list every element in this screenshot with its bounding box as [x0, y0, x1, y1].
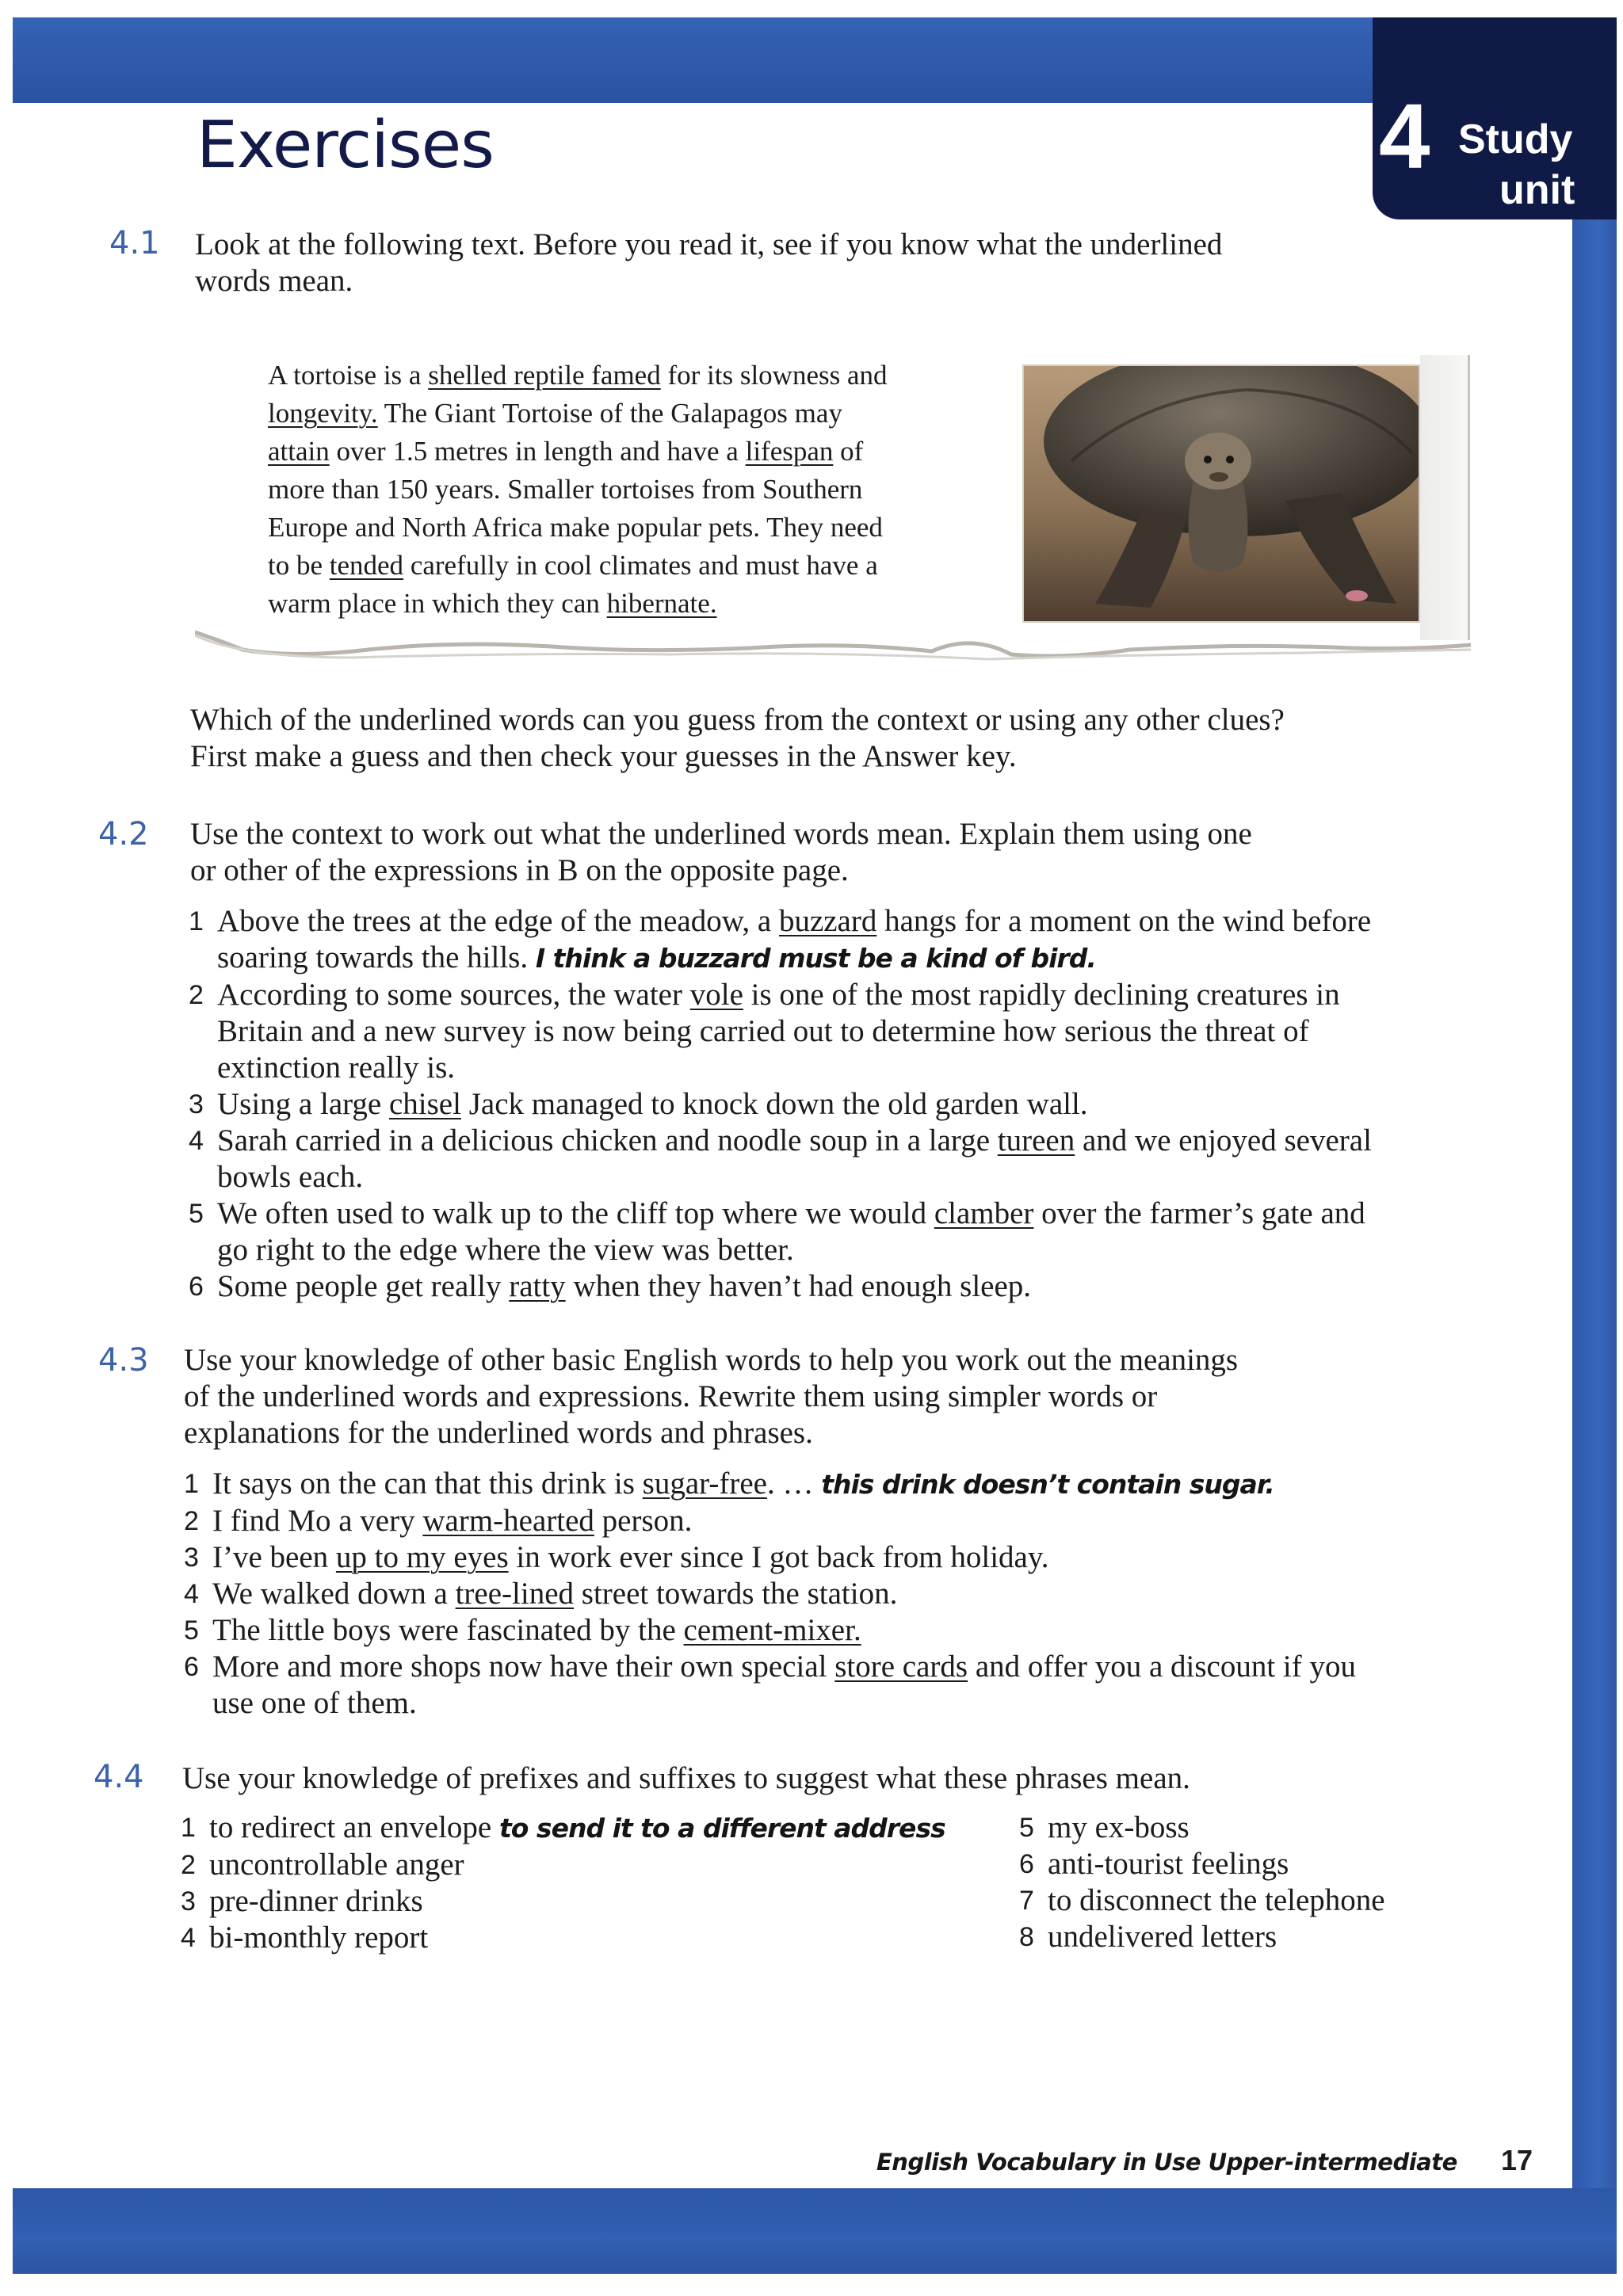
- list-item: [189, 1123, 1441, 1196]
- item-number: 3: [181, 1886, 196, 1917]
- list-item: [181, 1810, 1005, 1847]
- text-run: over 1.5 metres in length and have a: [329, 436, 746, 467]
- text-run: person.: [594, 1504, 693, 1538]
- intro-line: explanations for the underlined words and phrases.: [184, 1416, 813, 1450]
- list-item: [184, 1576, 1444, 1612]
- list-item: [184, 1466, 1444, 1503]
- item-number: 1: [184, 1469, 199, 1499]
- intro-line: Use the context to work out what the underlined words mean. Explain them using one: [190, 817, 1252, 851]
- list-item: [1019, 1810, 1463, 1846]
- text-run: Sarah carried in a delicious chicken and noodle soup in a large: [217, 1123, 998, 1158]
- underlined-word: up to my eyes: [335, 1540, 509, 1574]
- list-item: [184, 1649, 1444, 1722]
- underlined-word: warm-hearted: [422, 1504, 594, 1538]
- underlined-word: buzzard: [778, 904, 877, 938]
- item-number: 7: [1019, 1886, 1034, 1916]
- text-run: Europe and North Africa make popular pets. They need: [268, 512, 883, 543]
- underlined-word: cement-mixer.: [683, 1613, 861, 1647]
- right-blue-band: [1572, 17, 1617, 2196]
- page-number: 17: [1501, 2144, 1533, 2176]
- item-number: 6: [184, 1652, 199, 1682]
- underlined-word: sugar-free: [642, 1466, 767, 1501]
- underlined-word: clamber: [934, 1196, 1034, 1230]
- list-item: [181, 1920, 1005, 1956]
- text-run: for its slowness and: [660, 360, 888, 391]
- text-run: to disconnect the telephone: [1048, 1883, 1385, 1917]
- item-number: 1: [181, 1813, 196, 1843]
- underlined-word: ratty: [509, 1269, 566, 1303]
- item-number: 6: [189, 1272, 204, 1302]
- text-run: The little boys were fascinated by the: [212, 1613, 684, 1647]
- text-run: and we enjoyed several: [1075, 1123, 1372, 1158]
- intro-line: words mean.: [195, 264, 353, 298]
- text-run: use one of them.: [212, 1686, 417, 1720]
- text-run: of: [833, 436, 864, 467]
- list-item: [189, 977, 1441, 1086]
- text-run: hangs for a moment on the wind before: [876, 904, 1372, 938]
- exercise-4-2-intro: [190, 816, 1458, 889]
- text-run: Above the trees at the edge of the meadow, a: [217, 904, 779, 938]
- exercise-4-3-list: [184, 1466, 1444, 1722]
- tortoise-photo: [1022, 364, 1420, 623]
- item-number: 3: [189, 1089, 204, 1119]
- underlined-word: longevity.: [268, 398, 378, 429]
- item-number: 2: [184, 1506, 199, 1536]
- item-number: 2: [189, 980, 204, 1010]
- list-item: [189, 1268, 1441, 1305]
- intro-line: or other of the expressions in B on the opposite page.: [190, 853, 849, 887]
- list-item: [184, 1503, 1444, 1539]
- text-run: bi-monthly report: [209, 1920, 429, 1955]
- underlined-word: tended: [329, 550, 404, 581]
- text-run: is one of the most rapidly declining creatures in: [743, 978, 1340, 1012]
- handwritten-answer: to send it to a different address: [499, 1813, 945, 1844]
- item-number: 8: [1019, 1922, 1034, 1952]
- text-run: soaring towards the hills.: [217, 940, 536, 974]
- text-run: It says on the can that this drink is: [212, 1466, 643, 1501]
- text-run: undelivered letters: [1048, 1920, 1277, 1954]
- text-run: Some people get really: [217, 1269, 510, 1303]
- handwritten-answer: I think a buzzard must be a kind of bird.: [535, 943, 1096, 974]
- text-run: uncontrollable anger: [209, 1848, 464, 1882]
- exercise-4-2-list: [189, 903, 1441, 1305]
- text-run: . …: [766, 1466, 822, 1501]
- text-run: We walked down a: [212, 1577, 456, 1611]
- page-title: Exercises: [197, 108, 494, 183]
- exercise-number-4-1: 4.1: [109, 225, 160, 261]
- question-line: First make a guess and then check your guesses in the Answer key.: [190, 739, 1017, 773]
- text-run: in work ever since I got back from holiday.: [508, 1540, 1049, 1574]
- question-line: Which of the underlined words can you guess from the context or using any other clues?: [190, 703, 1285, 737]
- exercise-4-1-question: [190, 702, 1458, 775]
- text-run: The Giant Tortoise of the Galapagos may: [377, 398, 842, 429]
- text-run: bowls each.: [217, 1160, 364, 1194]
- unit-number: 4: [1379, 85, 1430, 188]
- item-number: 5: [189, 1199, 204, 1229]
- exercise-number-4-4: 4.4: [94, 1759, 144, 1795]
- text-run: anti-tourist feelings: [1048, 1847, 1289, 1881]
- text-run: pre-dinner drinks: [209, 1884, 423, 1918]
- text-run: more than 150 years. Smaller tortoises from Southern: [268, 474, 863, 505]
- book-title: English Vocabulary in Use Upper-intermediate: [876, 2149, 1457, 2176]
- text-run: According to some sources, the water: [217, 978, 690, 1012]
- list-item: [189, 903, 1441, 977]
- item-number: 4: [181, 1923, 196, 1953]
- exercise-4-4-left-list: [181, 1810, 1005, 1956]
- torn-paper-edge: [195, 626, 1471, 681]
- text-run: I find Mo a very: [212, 1504, 423, 1538]
- text-run: and offer you a discount if you: [968, 1650, 1356, 1684]
- text-run: go right to the edge where the view was better.: [217, 1233, 794, 1267]
- text-run: A tortoise is a: [268, 360, 429, 391]
- list-item: [189, 1086, 1441, 1123]
- list-item: [189, 1196, 1441, 1268]
- tortoise-text: [268, 357, 1013, 623]
- list-item: [1019, 1882, 1463, 1919]
- item-number: 4: [184, 1579, 199, 1609]
- handwritten-answer: this drink doesn’t contain sugar.: [821, 1469, 1274, 1500]
- underlined-word: vole: [689, 978, 743, 1012]
- item-number: 1: [189, 906, 204, 936]
- tortoise-illustration: [1024, 366, 1419, 621]
- text-run: More and more shops now have their own special: [212, 1650, 835, 1684]
- text-run: extinction really is.: [217, 1051, 456, 1085]
- intro-line: Use your knowledge of other basic English words to help you work out the meanings: [184, 1343, 1239, 1377]
- text-run: when they haven’t had enough sleep.: [565, 1269, 1032, 1303]
- unit-label-study: Study: [1458, 116, 1573, 162]
- underlined-word: tree-lined: [455, 1577, 575, 1611]
- paper-edge: [1420, 355, 1470, 640]
- underlined-word: hibernate.: [606, 588, 717, 619]
- text-run: Using a large: [217, 1087, 389, 1121]
- intro-line: Look at the following text. Before you read it, see if you know what the underlined: [195, 227, 1223, 261]
- study-unit-tab: [1373, 17, 1617, 219]
- underlined-word: attain: [268, 436, 330, 467]
- underlined-word: store cards: [834, 1650, 968, 1684]
- exercise-4-4-intro: Use your knowledge of prefixes and suffixes to suggest what these phrases mean.: [182, 1761, 1190, 1795]
- text-run: carefully in cool climates and must have a: [403, 550, 878, 581]
- item-number: 3: [184, 1543, 199, 1573]
- exercise-4-3-intro: [184, 1342, 1452, 1451]
- list-item: [1019, 1919, 1463, 1955]
- underlined-word: lifespan: [745, 436, 834, 467]
- text-run: warm place in which they can: [268, 588, 607, 619]
- text-run: Jack managed to knock down the old garden wall.: [460, 1087, 1088, 1121]
- text-run: to redirect an envelope: [209, 1810, 499, 1844]
- text-run: street towards the station.: [574, 1577, 898, 1611]
- exercise-number-4-3: 4.3: [98, 1342, 149, 1379]
- text-run: We often used to walk up to the cliff top where we would: [217, 1196, 934, 1230]
- underlined-word: chisel: [388, 1087, 461, 1121]
- underlined-word: tureen: [997, 1123, 1075, 1158]
- underlined-word: shelled reptile famed: [428, 360, 661, 391]
- item-number: 5: [1019, 1813, 1034, 1843]
- bottom-blue-band: [13, 2188, 1617, 2274]
- list-item: [184, 1612, 1444, 1649]
- intro-line: of the underlined words and expressions. Rewrite them using simpler words or: [184, 1379, 1158, 1413]
- item-number: 4: [189, 1126, 204, 1156]
- item-number: 6: [1019, 1849, 1034, 1879]
- text-run: over the farmer’s gate and: [1033, 1196, 1365, 1230]
- exercise-4-4-right-list: [1019, 1810, 1463, 1955]
- text-run: my ex-boss: [1048, 1810, 1190, 1844]
- unit-label-unit: unit: [1499, 167, 1575, 213]
- text-run: to be: [268, 550, 330, 581]
- text-run: I’ve been: [212, 1540, 336, 1574]
- item-number: 5: [184, 1615, 199, 1646]
- text-run: Britain and a new survey is now being carried out to determine how serious the threat of: [217, 1014, 1309, 1048]
- list-item: [1019, 1846, 1463, 1882]
- list-item: [181, 1883, 1005, 1920]
- list-item: [184, 1539, 1444, 1576]
- item-number: 2: [181, 1850, 196, 1880]
- list-item: [181, 1847, 1005, 1883]
- exercise-number-4-2: 4.2: [98, 816, 149, 852]
- exercise-4-1-intro: [195, 227, 1384, 299]
